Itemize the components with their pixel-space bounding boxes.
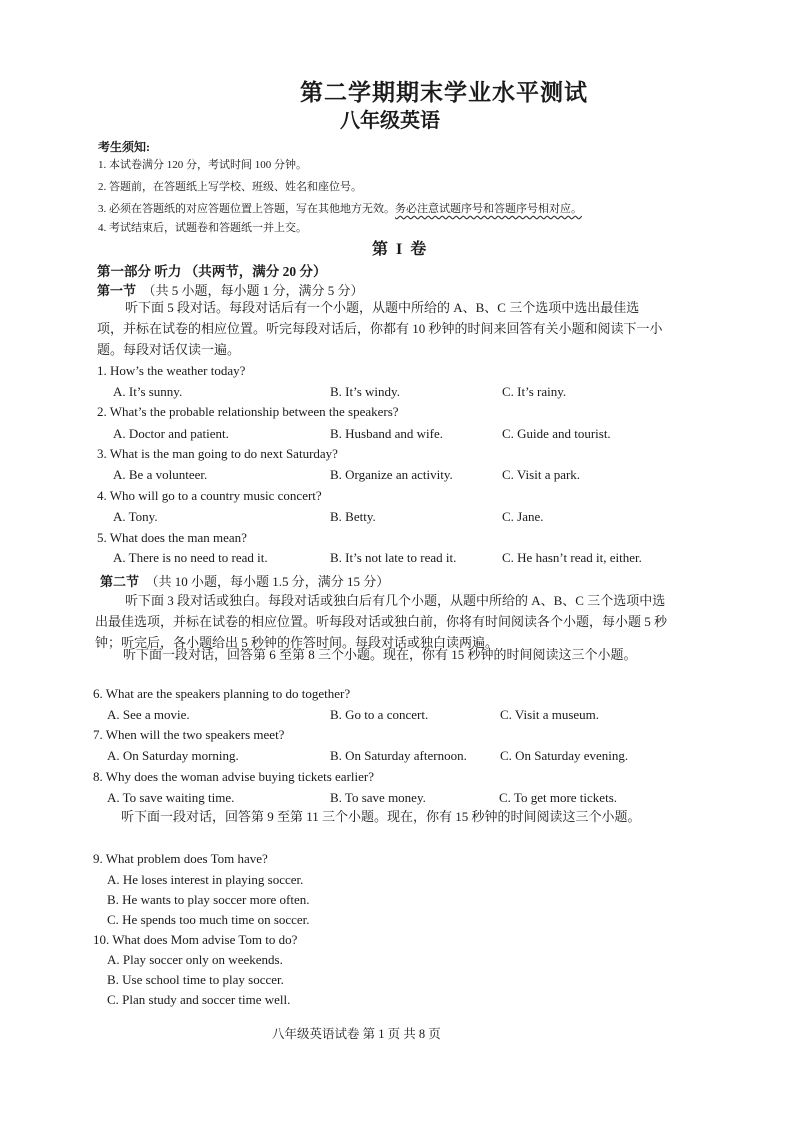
question-3: 3. What is the man going to do next Saturday? — [97, 446, 338, 461]
q6-option-a: A. See a movie. — [107, 707, 190, 722]
q4-option-c: C. Jane. — [502, 509, 544, 524]
q1-option-c: C. It’s rainy. — [502, 384, 567, 399]
section2-instructions: 听下面 3 段对话或独白。每段对话或独白后有几个小题，从题中所给的 A、B、C 三个选项中选出最佳选项，并标在试卷的相应位置。听每段对话或独白前，你将有时间阅读各个小题，每小题 5 秒钟；听完后，各小题给出 5 秒钟的作答时间。每段对话或独白读两遍。 — [95, 593, 668, 650]
q10-option-a: A. Play soccer only on weekends. — [107, 952, 283, 967]
exam-title: 第二学期期末学业水平测试 — [300, 80, 588, 105]
part1-heading: 第一部分 听力 （共两节，满分 20 分） — [97, 264, 327, 279]
notice-item-3-emphasis: 务必注意试题序号和答题序号相对应。 — [395, 203, 582, 215]
q3-option-b: B. Organize an activity. — [330, 467, 453, 482]
question-4: 4. Who will go to a country music concert? — [97, 488, 322, 503]
dialog-intro-2: 听下面一段对话，回答第 9 至第 11 三个小题。现在，你有 15 秒钟的时间阅读这三个小题。 — [121, 809, 641, 824]
q3-option-a: A. Be a volunteer. — [113, 467, 208, 482]
q7-option-c: C. On Saturday evening. — [500, 748, 629, 763]
section2-heading — [100, 571, 389, 590]
page-footer: 八年级英语试卷 第 1 页 共 8 页 — [272, 1027, 441, 1041]
q1-option-b: B. It’s windy. — [330, 384, 400, 399]
notice-item-3-text: 3. 必须在答题纸的对应答题位置上答题，写在其他地方无效。 — [98, 203, 395, 215]
question-5: 5. What does the man mean? — [97, 530, 247, 545]
notice-item-3 — [98, 200, 582, 216]
notice-heading: 考生须知: — [98, 140, 150, 154]
q2-option-c: C. Guide and tourist. — [502, 426, 611, 441]
dialog-intro-1: 听下面一段对话，回答第 6 至第 8 三个小题。现在，你有 15 秒钟的时间阅读这三个小题。 — [123, 647, 637, 662]
question-6: 6. What are the speakers planning to do together? — [93, 686, 351, 701]
question-10: 10. What does Mom advise Tom to do? — [93, 932, 298, 947]
question-8: 8. Why does the woman advise buying tickets earlier? — [93, 769, 374, 784]
q2-option-b: B. Husband and wife. — [330, 426, 444, 441]
q3-option-c: C. Visit a park. — [502, 467, 581, 482]
q5-option-a: A. There is no need to read it. — [113, 550, 268, 565]
q8-option-b: B. To save money. — [330, 790, 426, 805]
section1-info: （共 5 小题，每小题 1 分，满分 5 分） — [142, 283, 364, 298]
notice-item-1: 1. 本试卷满分 120 分，考试时间 100 分钟。 — [98, 159, 307, 171]
notice-item-4: 4. 考试结束后，试题卷和答题纸一并上交。 — [98, 222, 307, 234]
section1-label: 第一节 — [97, 283, 137, 298]
q5-option-c: C. He hasn’t read it, either. — [502, 550, 642, 565]
q6-option-c: C. Visit a museum. — [500, 707, 600, 722]
q1-option-a: A. It’s sunny. — [113, 384, 183, 399]
q10-option-b: B. Use school time to play soccer. — [107, 972, 284, 987]
q8-option-c: C. To get more tickets. — [499, 790, 617, 805]
q6-option-b: B. Go to a concert. — [330, 707, 429, 722]
q7-option-b: B. On Saturday afternoon. — [330, 748, 467, 763]
q9-option-b: B. He wants to play soccer more often. — [107, 892, 310, 907]
section2-label: 第二节 — [100, 574, 140, 589]
q4-option-b: B. Betty. — [330, 509, 376, 524]
question-9: 9. What problem does Tom have? — [93, 851, 268, 866]
section2-info: （共 10 小题，每小题 1.5 分，满分 15 分） — [145, 574, 390, 589]
q5-option-b: B. It’s not late to read it. — [330, 550, 457, 565]
q10-option-c: C. Plan study and soccer time well. — [107, 992, 291, 1007]
question-1: 1. How’s the weather today? — [97, 363, 246, 378]
q9-option-a: A. He loses interest in playing soccer. — [107, 872, 304, 887]
notice-item-2: 2. 答题前，在答题纸上写学校、班级、姓名和座位号。 — [98, 181, 362, 193]
volume-heading: 第 I 卷 — [372, 241, 429, 258]
question-2: 2. What’s the probable relationship between the speakers? — [97, 404, 399, 419]
exam-subtitle: 八年级英语 — [340, 110, 440, 132]
q4-option-a: A. Tony. — [113, 509, 158, 524]
q7-option-a: A. On Saturday morning. — [107, 748, 239, 763]
question-7: 7. When will the two speakers meet? — [93, 727, 285, 742]
section1-instructions: 听下面 5 段对话。每段对话后有一个小题，从题中所给的 A、B、C 三个选项中选出最佳选项，并标在试卷的相应位置。听完每段对话后，你都有 10 秒钟的时间来回答有关小题和阅读下一小题。每段对话仅读一遍。 — [97, 300, 663, 357]
q8-option-a: A. To save waiting time. — [107, 790, 235, 805]
q9-option-c: C. He spends too much time on soccer. — [107, 912, 310, 927]
q2-option-a: A. Doctor and patient. — [113, 426, 229, 441]
